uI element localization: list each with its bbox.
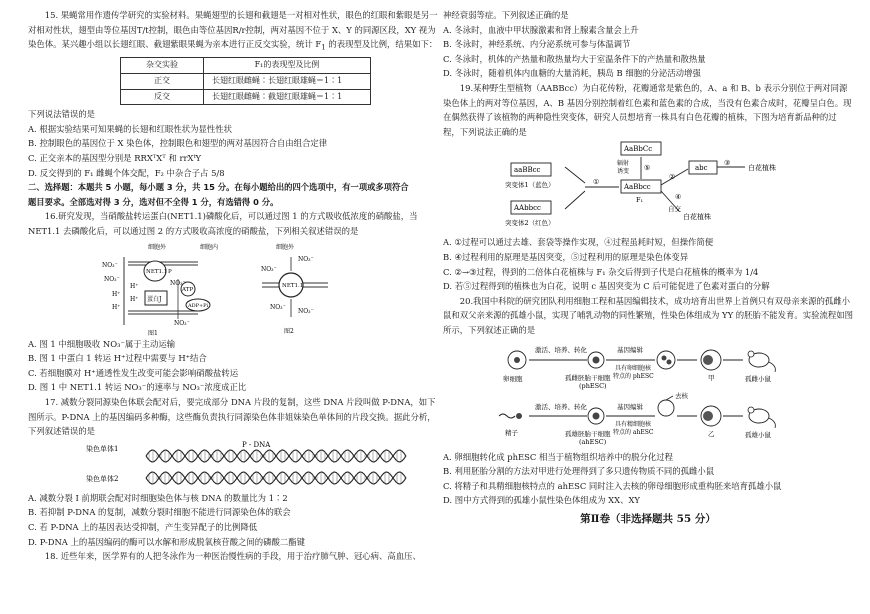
product-1-line2: 特点的 phESC xyxy=(613,372,654,380)
q19-stem: 19.某种野生型植物（AABBcc）为白花传粉，花瓣通常是紫色的，A、a 和 B、b 表示分别位于两对同源染色体上的两对等位基因，A、B 基因分别控制着红色素和蓝色素的合成，当没有色素合成时，花瓣呈白色。现在偶然获得了该植物的两种隐性突变体，研究人员想培育一株具有白色花瓣的植株，下图为培育新品种的过程，下列说法正确的是 xyxy=(443,82,852,137)
egg-label: 卵细胞 xyxy=(503,374,523,383)
fig1-h-in: H⁺ xyxy=(130,282,139,290)
fig1-h-out2: H⁺ xyxy=(112,303,121,311)
white-plant-2: 白花植株 xyxy=(683,213,711,222)
q16-stem: 16.研究发现，当硝酸盐转运蛋白(NET1.1)磷酸化后，可以通过图 1 的方式吸收低浓度的硝酸盐，当 NET1.1 去磷酸化后，可以通过图 2 的方式吸收高浓度的硝酸盐，下列相关叙述错误的是 xyxy=(28,211,418,236)
mutation-label-2: 诱变 xyxy=(617,168,630,176)
step-2-marker: ② xyxy=(669,173,676,182)
breeding-diagram xyxy=(443,139,853,235)
fig1-outside-label: 细胞外 xyxy=(148,243,167,251)
fig1-no3-out: NO₃⁻ xyxy=(102,261,118,269)
q19-option-a: A. ①过程可以通过去雄、套袋等操作实现，④过程虽耗时短，但操作简便 xyxy=(443,237,714,248)
q20-figure xyxy=(443,338,853,450)
dna-diagram xyxy=(28,439,443,491)
dna-strand xyxy=(146,450,406,462)
q15-option-a: A. 根据实验结果可知果蝇的长翅和红眼性状为显性性状 xyxy=(28,123,232,134)
q16-option-a: A. 图 1 中细胞吸收 NO₃⁻属于主动运输 xyxy=(28,338,176,349)
q15-option-b: B. 控制眼色的基因位于 X 染色体，控制眼色和翅型的两对基因符合自由组合定律 xyxy=(28,138,328,149)
gene-edit-1: 基因编辑 xyxy=(617,345,643,354)
q17-option-a: A. 减数分裂 I 前期联会配对时细胞染色体与核 DNA 的数量比为 1∶2 xyxy=(28,492,288,503)
q16-figures xyxy=(28,239,443,337)
q18-option-a: A. 冬泳时，血液中甲状腺激素和肾上腺素含量会上升 xyxy=(443,24,639,35)
table-cell: 长翅红眼雌蝇∶截翅红眼雄蝇＝1∶1 xyxy=(204,89,371,105)
q16-option-c: C. 若细胞膜对 H⁺通透性发生改变可能会影响硝酸盐转运 xyxy=(28,367,239,378)
q15-option-d: D. 反交得到的 F₁ 雌蝇个体交配，F₂ 中杂合子占 5/8 xyxy=(28,167,225,178)
q18-option-c: C. 冬泳时，机体的产热量和散热量均大于室温条件下的产热量和散热量 xyxy=(443,53,706,64)
fig1-no3-in2: NO₃⁻ xyxy=(174,319,190,327)
dna-helix-2 xyxy=(146,472,406,484)
yi-label: 乙 xyxy=(708,429,715,438)
phesc-label: 孤雌胚胎干细胞 xyxy=(565,373,611,382)
product-1-line1: 具有卵细胞核 xyxy=(615,364,652,372)
selfing-label: 自交 xyxy=(668,205,681,214)
q17-figure xyxy=(28,439,443,491)
f1-genotype: AaBbcc xyxy=(624,183,651,192)
step-4-marker: ④ xyxy=(675,193,682,202)
product-2-line1: 具有精细胞核 xyxy=(615,420,652,428)
oocyte-icon xyxy=(657,351,675,369)
fig1-caption: 图1 xyxy=(148,329,158,337)
fig2-no3-top: NO₃⁻ xyxy=(261,265,277,273)
q19-option-b: B. ④过程利用的原理是基因突变，⑤过程利用的原理是染色体变异 xyxy=(443,251,689,262)
q18-stem-1: 18. 近些年来，医学界有的人把冬泳作为一种医治慢性病的手段，用于治疗肺气肿、冠心病、高血压、 xyxy=(44,551,421,562)
fig1-adp-label: ADP+Pi xyxy=(188,302,209,309)
product-2-line2: 特点的 ahESC xyxy=(613,428,654,436)
chromatid-1-label: 染色单体1 xyxy=(86,444,119,453)
mutant1-genotype: aaBBcc xyxy=(514,166,541,175)
dna-helix-1 xyxy=(146,450,406,462)
fig2-no3-bottom2: NO₃⁻ xyxy=(298,307,314,315)
fig1-h-out: H⁺ xyxy=(112,290,121,298)
q18-stem-2: 神经衰弱等症。下列叙述正确的是 xyxy=(443,10,569,20)
q19-figure xyxy=(443,139,853,235)
cloning-diagram xyxy=(443,338,853,450)
q19-option-d: D. 若⑤过程得到的植株也为白花，说明 c 基因突变为 C 后可能促进了色素对蛋白的分解 xyxy=(443,281,770,292)
fig2-outside-label: 细胞外 xyxy=(276,243,295,251)
right-column xyxy=(443,8,853,526)
step-activate-2: 激活、培养、转化 xyxy=(535,402,587,411)
section-2-line1: 二、选择题：本题共 5 小题，每小题 3 分，共 15 分。在每小题给出的四个选项中，有一项或多项符合 xyxy=(28,182,409,193)
dna-strand xyxy=(146,472,406,484)
section-2-header xyxy=(28,180,443,209)
mouse-2-icon xyxy=(748,407,775,428)
q17-stem: 17. 减数分裂同源染色体联会配对后，要完成部分 DNA 片段的复制，这些 DNA 片段叫做 P-DNA，如下图所示。P-DNA 上的基因编码多种酶，这些酶负责执行同源染色体非姐妹染色单体间的片段交换。据此分析，下列叙述错误的是 xyxy=(28,396,436,437)
table-header: F₁的表现型及比例 xyxy=(204,58,371,74)
step-activate-1: 激活、培养、转化 xyxy=(535,345,587,354)
q17-option-d: D. P-DNA 上的基因编码的酶可以水解和形成脱氧核苷酸之间的磷酸二酯键 xyxy=(28,536,305,547)
q18-option-b: B. 冬泳时，神经系统、内分泌系统可参与体温调节 xyxy=(443,39,631,50)
fig1-h-in2: H⁺ xyxy=(130,295,139,303)
sperm-icon xyxy=(499,414,515,418)
question-18 xyxy=(443,8,853,81)
figure-2 xyxy=(261,243,328,335)
egg-nucleus-icon xyxy=(514,357,520,363)
fig2-caption: 图2 xyxy=(284,327,294,335)
step-5-marker: ⑤ xyxy=(644,164,651,173)
fig2-no3-bottom: NO₃⁻ xyxy=(270,303,286,311)
q17-option-c: C. 若 P-DNA 上的基因表达受抑制，产生变异配子的比例降低 xyxy=(28,521,258,532)
sperm-label: 精子 xyxy=(505,428,518,437)
q15-ask: 下列说法错误的是 xyxy=(28,109,95,120)
q20-stem: 20.我国中科院的研究团队利用细胞工程和基因编辑技术，成功培育出世界上首例只有双母亲来源的孤雌小鼠和双父亲来源的孤雄小鼠，实现了哺乳动物的同性繁殖，性染色体组成为 YY 的胚胎不能发育。实验流程如图所示，下列叙述正确的是 xyxy=(443,295,854,335)
mutation-label-1: 辐射 xyxy=(617,160,630,168)
step-1-marker: ① xyxy=(593,178,600,187)
abc-genotype: abc xyxy=(695,164,708,173)
q20-option-c: C. 将精子和具精细胞核特点的 ahESC 同时注入去核的卵母细胞形成重构胚来培育孤雄小鼠 xyxy=(443,480,782,491)
ahesc-abbr: (ahESC) xyxy=(579,437,607,446)
q17-option-b: B. 若抑制 P-DNA 的复制，减数分裂时细胞不能进行同源染色体的联会 xyxy=(28,507,291,518)
mouse-1-icon xyxy=(748,351,775,372)
phesc-abbr: (phESC) xyxy=(579,381,607,390)
mouse-2-label: 孤雄小鼠 xyxy=(745,430,771,439)
question-17 xyxy=(28,395,443,549)
mouse-1-label: 孤雌小鼠 xyxy=(745,374,771,383)
pdna-label: P - DNA xyxy=(242,440,271,449)
figure-1 xyxy=(102,243,218,337)
step-3-marker: ③ xyxy=(724,159,731,168)
fig1-no3-out2: NO₃⁻ xyxy=(104,275,120,283)
remove-nucleus-label: 去核 xyxy=(675,391,688,400)
fig1-net11-label: NET1.1 xyxy=(146,268,168,275)
gene-edit-2: 基因编辑 xyxy=(617,402,643,411)
table-cell: 正交 xyxy=(121,74,204,90)
fig1-no3-in: NO₃⁻ xyxy=(170,279,186,287)
part-2-title: 第Ⅱ卷（非选择题共 55 分） xyxy=(580,512,716,525)
q18-option-d: D. 冬泳时，随着机体内血糖的大量消耗，胰岛 B 细胞的分泌活动增强 xyxy=(443,68,701,79)
question-19 xyxy=(443,81,853,294)
q15-option-c: C. 正交亲本的基因型分别是 RRXᵀXᵀ 和 rrXᵗY xyxy=(28,153,202,164)
top-genotype: AaBbCc xyxy=(624,145,653,154)
q16-option-b: B. 图 1 中蛋白 1 转运 H⁺过程中需要与 H⁺结合 xyxy=(28,353,207,364)
f1-label: F₁ xyxy=(636,196,644,205)
fig2-no3-top2: NO₃⁻ xyxy=(298,255,314,263)
white-plant-1: 白花植株 xyxy=(748,164,776,173)
left-column xyxy=(28,8,443,564)
mutant2-genotype: AAbbcc xyxy=(514,204,541,213)
q19-option-c: C. ②→③过程，得到的二倍体白花植株与 F₁ 杂交后得到子代是白花植株的概率为 1/4 xyxy=(443,266,759,277)
chromatid-2-label: 染色单体2 xyxy=(86,474,119,483)
mutant1-label: 突变体1（蓝色） xyxy=(505,181,555,190)
question-16 xyxy=(28,209,443,395)
fig1-protein-label: 蛋白J xyxy=(147,295,162,303)
q16-option-d: D. 图 1 中 NET1.1 转运 NO₃⁻的速率与 NO₃⁻浓度成正比 xyxy=(28,382,247,393)
q20-option-a: A. 卵细胞转化成 phESC 相当于植物组织培养中的脱分化过程 xyxy=(443,451,673,462)
q20-option-b: B. 利用胚胎分割的方法对甲进行处理得到了多只遗传物质不同的孤雌小鼠 xyxy=(443,466,715,477)
jia-label: 甲 xyxy=(708,373,715,382)
q15-stem: 15. 果蝇常用作遗传学研究的实验材料。果蝇翅型的长翅和截翅是一对相对性状，眼色的红眼和紫眼是另一对相对性状，翅型由等位基因T/t控制，眼色由等位基因R/r控制，两对基因不位于 X、Y 的同源区段，XY 视为染色体。某兴趣小组以长翅红眼、截翅紫眼果蝇为亲本进行正反交实验，统计 $F_1$ 的表现型及比例，结果如下： xyxy=(28,10,438,52)
table-header: 杂交实验 xyxy=(121,58,204,74)
enucleated-oocyte-icon xyxy=(658,400,674,416)
question-15 xyxy=(28,8,443,180)
ahesc-label: 孤雄胚胎干细胞 xyxy=(565,429,611,438)
question-20 xyxy=(443,294,853,508)
fig2-net11-label: NET1.1 xyxy=(282,282,304,289)
table-cell: 长翅红眼雌蝇∶长翅红眼雄蝇＝1∶1 xyxy=(204,74,371,90)
fig1-atp-label: ATP xyxy=(182,286,194,293)
fig1-inside-label: 细胞内 xyxy=(200,243,219,251)
fig1-p-label: P xyxy=(168,268,172,275)
q15-cross-table xyxy=(120,57,371,105)
q16-diagram xyxy=(28,239,443,337)
section-2-line2: 题目要求。全部选对得 3 分，选对但不全得 1 分，有选错得 0 分。 xyxy=(28,196,279,207)
q20-option-d: D. 图中方式得到的孤雄小鼠性染色体组成为 XX、XY xyxy=(443,495,640,506)
mutant2-label: 突变体2（红色） xyxy=(505,219,555,228)
table-cell: 反交 xyxy=(121,89,204,105)
